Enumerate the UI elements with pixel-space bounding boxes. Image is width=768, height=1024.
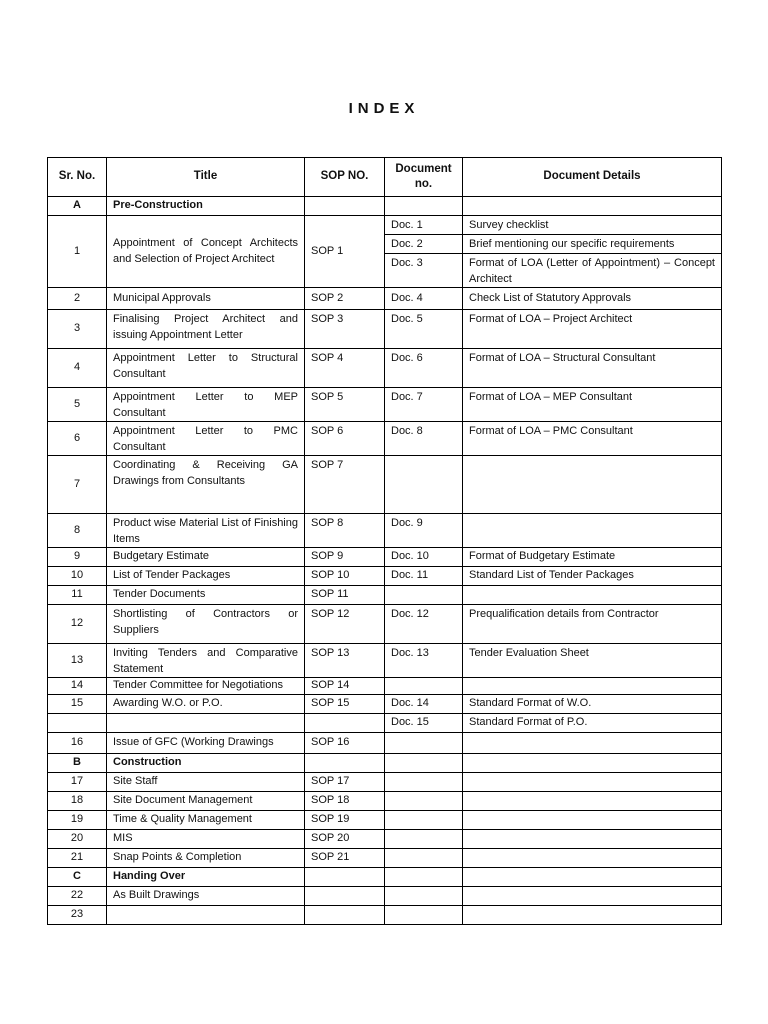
table-cell	[385, 868, 463, 887]
table-cell: Issue of GFC (Working Drawings	[107, 733, 305, 754]
section-title: Construction	[107, 754, 305, 773]
section-row	[48, 868, 722, 887]
table-cell: MIS	[107, 830, 305, 849]
table-cell	[463, 906, 722, 925]
table-cell	[463, 754, 722, 773]
table-cell: 17	[48, 773, 107, 792]
table-row	[48, 456, 722, 514]
table-row	[48, 605, 722, 644]
table-cell: 5	[48, 388, 107, 422]
table-cell: SOP 20	[305, 830, 385, 849]
table-cell: Snap Points & Completion	[107, 849, 305, 868]
table-row	[48, 849, 722, 868]
table-cell: Time & Quality Management	[107, 811, 305, 830]
table-row	[48, 310, 722, 349]
table-cell: 3	[48, 310, 107, 349]
table-cell	[305, 868, 385, 887]
table-row	[48, 644, 722, 678]
table-cell: Awarding W.O. or P.O.	[107, 695, 305, 714]
table-cell: Inviting Tenders and Comparative Statement	[107, 644, 305, 678]
table-cell	[305, 714, 385, 733]
index-table	[47, 157, 722, 925]
table-cell: Doc. 4	[385, 288, 463, 310]
table-cell: As Built Drawings	[107, 887, 305, 906]
table-cell: Doc. 8	[385, 422, 463, 456]
table-cell	[463, 887, 722, 906]
table-cell: Survey checklist	[463, 216, 722, 235]
table-cell: Format of Budgetary Estimate	[463, 548, 722, 567]
table-cell: SOP 2	[305, 288, 385, 310]
table-cell: Doc. 15	[385, 714, 463, 733]
table-cell	[385, 773, 463, 792]
table-cell: Doc. 14	[385, 695, 463, 714]
table-cell: 11	[48, 586, 107, 605]
table-cell	[385, 887, 463, 906]
section-row	[48, 197, 722, 216]
table-row	[48, 695, 722, 714]
table-row	[48, 288, 722, 310]
table-cell: Doc. 3	[385, 254, 463, 288]
table-cell	[385, 849, 463, 868]
table-cell: 12	[48, 605, 107, 644]
col-document-no: Document no.	[385, 158, 463, 197]
table-cell: SOP 18	[305, 792, 385, 811]
table-cell	[385, 906, 463, 925]
table-cell: 9	[48, 548, 107, 567]
table-cell: 19	[48, 811, 107, 830]
table-cell	[48, 714, 107, 733]
table-cell: SOP 1	[305, 216, 385, 288]
table-cell: SOP 7	[305, 456, 385, 514]
section-row	[48, 754, 722, 773]
table-cell: 20	[48, 830, 107, 849]
table-cell: Doc. 1	[385, 216, 463, 235]
table-cell: Brief mentioning our specific requirements	[463, 235, 722, 254]
table-cell: Format of LOA – Project Architect	[463, 310, 722, 349]
col-document-details: Document Details	[463, 158, 722, 197]
table-cell: Doc. 9	[385, 514, 463, 548]
table-cell	[463, 456, 722, 514]
table-cell: Site Document Management	[107, 792, 305, 811]
table-cell	[385, 811, 463, 830]
table-cell: Standard Format of P.O.	[463, 714, 722, 733]
table-cell: 21	[48, 849, 107, 868]
table-cell	[463, 514, 722, 548]
table-cell	[463, 678, 722, 695]
table-row	[48, 216, 722, 235]
table-cell: SOP 17	[305, 773, 385, 792]
table-cell: Format of LOA – PMC Consultant	[463, 422, 722, 456]
table-row	[48, 830, 722, 849]
table-cell: Product wise Material List of Finishing Items	[107, 514, 305, 548]
section-title: Pre-Construction	[107, 197, 305, 216]
table-cell: SOP 3	[305, 310, 385, 349]
table-cell: 15	[48, 695, 107, 714]
table-cell	[305, 197, 385, 216]
table-cell	[463, 586, 722, 605]
table-cell: Format of LOA – MEP Consultant	[463, 388, 722, 422]
table-cell: 18	[48, 792, 107, 811]
table-cell: SOP 8	[305, 514, 385, 548]
table-cell	[463, 830, 722, 849]
table-cell: 2	[48, 288, 107, 310]
table-row	[48, 678, 722, 695]
table-cell: Format of LOA (Letter of Appointment) – Concept Architect	[463, 254, 722, 288]
table-cell: 22	[48, 887, 107, 906]
table-cell: Check List of Statutory Approvals	[463, 288, 722, 310]
table-cell	[305, 754, 385, 773]
table-row	[48, 887, 722, 906]
section-letter: C	[48, 868, 107, 887]
table-cell: Tender Documents	[107, 586, 305, 605]
table-cell: SOP 12	[305, 605, 385, 644]
table-cell: SOP 19	[305, 811, 385, 830]
table-cell: Doc. 7	[385, 388, 463, 422]
table-cell	[463, 868, 722, 887]
table-cell	[385, 678, 463, 695]
table-cell: Appointment of Concept Architects and Selection of Project Architect	[107, 216, 305, 288]
table-cell: SOP 13	[305, 644, 385, 678]
table-cell: Finalising Project Architect and issuing Appointment Letter	[107, 310, 305, 349]
table-row	[48, 514, 722, 548]
col-title: Title	[107, 158, 305, 197]
table-cell: Doc. 6	[385, 349, 463, 388]
table-cell	[305, 887, 385, 906]
table-cell: Prequalification details from Contractor	[463, 605, 722, 644]
table-row	[48, 733, 722, 754]
table-cell: List of Tender Packages	[107, 567, 305, 586]
table-cell: Tender Evaluation Sheet	[463, 644, 722, 678]
table-cell: 8	[48, 514, 107, 548]
table-row	[48, 422, 722, 456]
table-cell: SOP 5	[305, 388, 385, 422]
table-cell: Coordinating & Receiving GA Drawings from Consultants	[107, 456, 305, 514]
table-cell	[385, 733, 463, 754]
table-cell: Doc. 11	[385, 567, 463, 586]
table-cell: SOP 16	[305, 733, 385, 754]
table-row	[48, 811, 722, 830]
table-cell	[463, 197, 722, 216]
table-cell	[385, 754, 463, 773]
header-row	[48, 158, 722, 197]
table-row	[48, 714, 722, 733]
table-cell: 7	[48, 456, 107, 514]
table-cell: Shortlisting of Contractors or Suppliers	[107, 605, 305, 644]
table-cell	[385, 586, 463, 605]
table-row	[48, 773, 722, 792]
table-row	[48, 548, 722, 567]
table-cell: SOP 11	[305, 586, 385, 605]
table-cell: Doc. 13	[385, 644, 463, 678]
table-cell: Site Staff	[107, 773, 305, 792]
table-cell: SOP 10	[305, 567, 385, 586]
table-cell	[463, 773, 722, 792]
table-cell: Doc. 2	[385, 235, 463, 254]
table-cell: Doc. 5	[385, 310, 463, 349]
table-cell	[463, 849, 722, 868]
table-cell: Budgetary Estimate	[107, 548, 305, 567]
table-cell: SOP 4	[305, 349, 385, 388]
table-cell: Doc. 10	[385, 548, 463, 567]
page-title: INDEX	[348, 100, 420, 117]
col-sr-no: Sr. No.	[48, 158, 107, 197]
table-cell	[385, 830, 463, 849]
table-cell	[463, 733, 722, 754]
table-cell: Municipal Approvals	[107, 288, 305, 310]
table-row	[48, 792, 722, 811]
table-row	[48, 586, 722, 605]
col-sop-no: SOP NO.	[305, 158, 385, 197]
table-cell	[107, 714, 305, 733]
section-letter: B	[48, 754, 107, 773]
table-cell: 10	[48, 567, 107, 586]
table-row	[48, 906, 722, 925]
table-cell: 6	[48, 422, 107, 456]
table-cell	[305, 906, 385, 925]
table-cell	[385, 456, 463, 514]
table-row	[48, 567, 722, 586]
table-cell: SOP 6	[305, 422, 385, 456]
table-cell	[385, 792, 463, 811]
table-cell: Appointment Letter to MEP Consultant	[107, 388, 305, 422]
table-cell	[463, 811, 722, 830]
table-cell: SOP 21	[305, 849, 385, 868]
table-cell: 14	[48, 678, 107, 695]
table-cell: 13	[48, 644, 107, 678]
table-cell: Appointment Letter to PMC Consultant	[107, 422, 305, 456]
section-letter: A	[48, 197, 107, 216]
table-cell: Format of LOA – Structural Consultant	[463, 349, 722, 388]
table-cell: 1	[48, 216, 107, 288]
table-row	[48, 388, 722, 422]
section-title: Handing Over	[107, 868, 305, 887]
table-cell: 23	[48, 906, 107, 925]
table-cell: 16	[48, 733, 107, 754]
table-cell	[385, 197, 463, 216]
table-cell: Appointment Letter to Structural Consultant	[107, 349, 305, 388]
table-cell: Doc. 12	[385, 605, 463, 644]
table-cell: SOP 15	[305, 695, 385, 714]
table-row	[48, 349, 722, 388]
table-cell: 4	[48, 349, 107, 388]
table-cell: Standard List of Tender Packages	[463, 567, 722, 586]
table-cell	[107, 906, 305, 925]
table-cell: SOP 14	[305, 678, 385, 695]
table-cell: Tender Committee for Negotiations	[107, 678, 305, 695]
table-cell: SOP 9	[305, 548, 385, 567]
table-cell	[463, 792, 722, 811]
table-cell: Standard Format of W.O.	[463, 695, 722, 714]
